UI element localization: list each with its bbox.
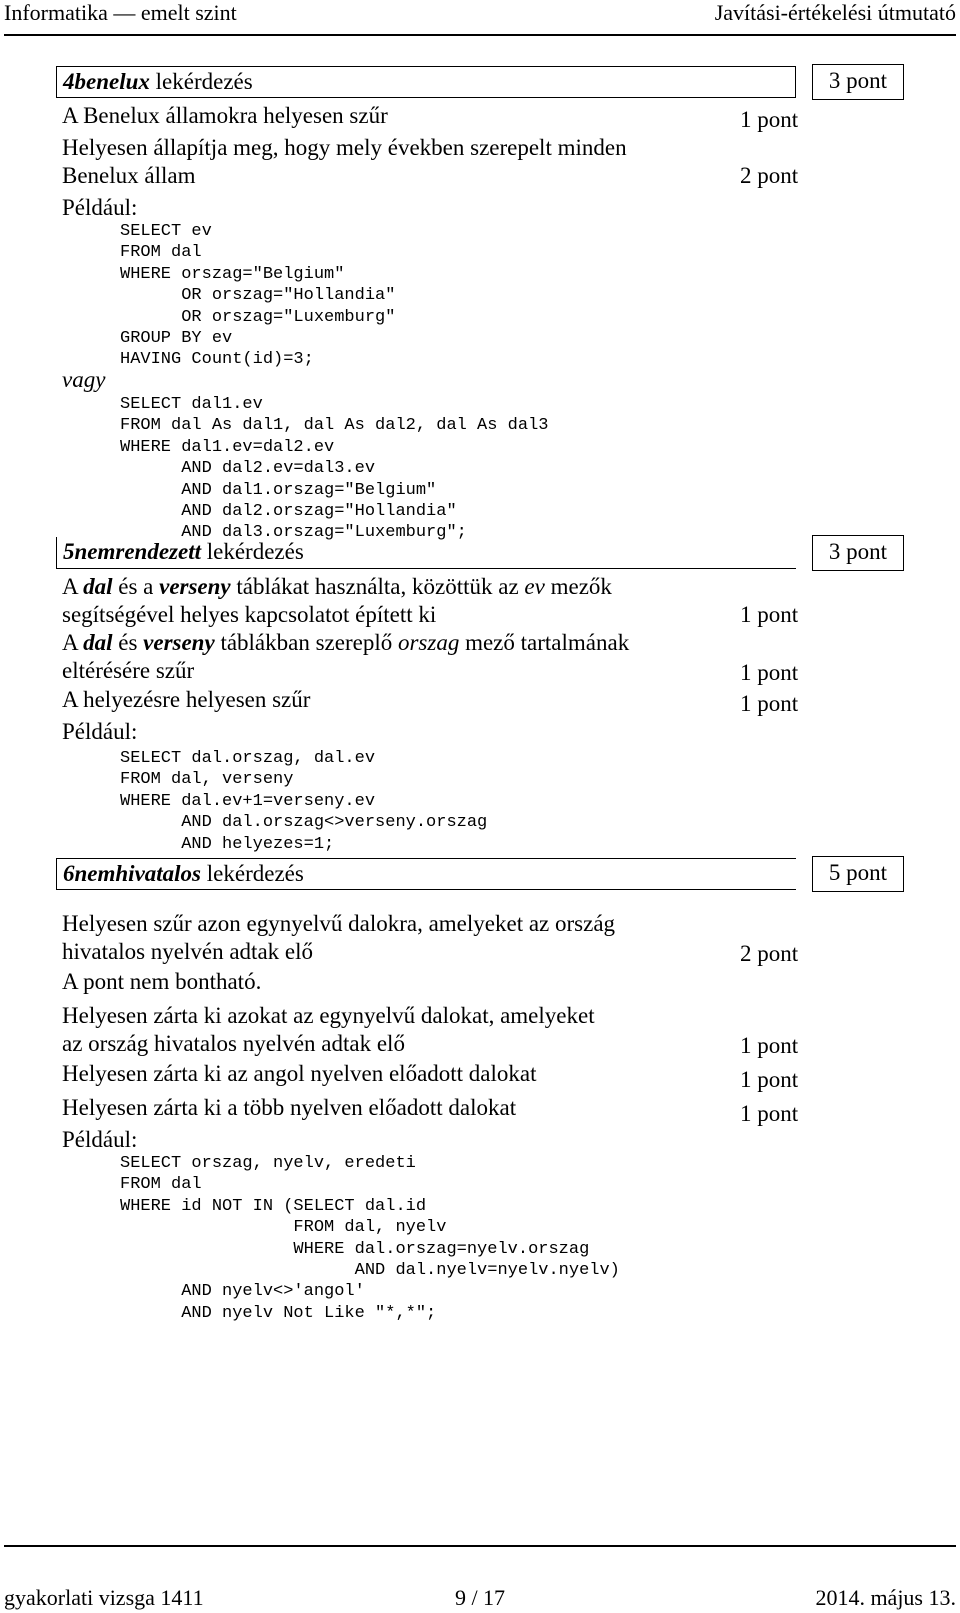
footer-rule: [4, 1545, 956, 1547]
section-4-title-box: [56, 66, 796, 98]
s5-criterion-2-points: 1 pont: [740, 660, 799, 685]
s4-code-2: SELECT dal1.ev FROM dal As dal1, dal As dal2, dal As dal3 WHERE dal1.ev=dal2.ev AND dal2.ev=dal3.ev AND dal1.orszag="Belgium" AND dal2.orszag="Hollandia" AND dal3.orszag="Luxemburg";: [120, 395, 549, 543]
s6-criterion-3-points: 1 pont: [740, 1067, 799, 1092]
s6-criterion-1-note: A pont nem bontható.: [62, 969, 262, 994]
header-rule: [4, 34, 956, 36]
footer-left: gyakorlati vizsga 1411: [4, 1585, 204, 1610]
s4-example-label: Például:: [62, 195, 138, 220]
s4-criterion-2-points: 2 pont: [740, 163, 799, 188]
header-right: Javítási-értékelési útmutató: [714, 0, 956, 25]
s4-criterion-2-line2: Benelux állam: [62, 163, 196, 188]
s6-criterion-4: Helyesen zárta ki a több nyelven előadott dalokat: [62, 1095, 517, 1120]
s5-criterion-2-line2: eltérésére szűr: [62, 658, 195, 683]
s6-criterion-2-line2: az ország hivatalos nyelvén adtak elő: [62, 1031, 405, 1056]
s6-criterion-3: Helyesen zárta ki az angol nyelven előadott dalokat: [62, 1061, 537, 1086]
section-5-title-box: [56, 537, 796, 569]
section-6-name: 6nemhivatalos: [63, 861, 202, 886]
s6-criterion-1-points: 2 pont: [740, 941, 799, 966]
footer-page-number: 9 / 17: [454, 1585, 506, 1610]
section-5-suffix: lekérdezés: [201, 539, 304, 564]
s5-criterion-1-points: 1 pont: [740, 602, 799, 627]
s6-criterion-1-line2: hivatalos nyelvén adtak elő: [62, 939, 314, 964]
s4-criterion-1: A Benelux államokra helyesen szűr: [62, 103, 388, 128]
s5-criterion-3-points: 1 pont: [740, 691, 799, 716]
s6-criterion-2-line1: Helyesen zárta ki azokat az egynyelvű dalokat, amelyeket: [62, 1003, 595, 1028]
section-5-points: 3 pont: [812, 535, 904, 571]
s5-example-label: Például:: [62, 719, 138, 744]
s4-criterion-1-points: 1 pont: [740, 107, 799, 132]
s4-or-label: vagy: [62, 367, 106, 392]
s6-code: SELECT orszag, nyelv, eredeti FROM dal WHERE id NOT IN (SELECT dal.id FROM dal, nyelv WHERE dal.orszag=nyelv.orszag AND dal.nyelv=nyelv.nyelv) AND nyelv<>'angol' AND nyelv Not Like "*,*";: [120, 1154, 620, 1323]
s5-criterion-2-line1: A dal és verseny táblákban szereplő orszag mező tartalmának: [62, 630, 630, 655]
s4-code-1: SELECT ev FROM dal WHERE orszag="Belgium" OR orszag="Hollandia" OR orszag="Luxemburg" GROUP BY ev HAVING Count(id)=3;: [120, 222, 396, 370]
section-6-points: 5 pont: [812, 856, 904, 892]
section-4-points: 3 pont: [812, 64, 904, 100]
s5-code: SELECT dal.orszag, dal.ev FROM dal, verseny WHERE dal.ev+1=verseny.ev AND dal.orszag<>verseny.orszag AND helyezes=1;: [120, 749, 488, 854]
s4-criterion-2-line1: Helyesen állapítja meg, hogy mely években szerepelt minden: [62, 135, 627, 160]
s5-criterion-3: A helyezésre helyesen szűr: [62, 687, 311, 712]
section-5-name: 5nemrendezett: [63, 539, 201, 564]
s6-criterion-2-points: 1 pont: [740, 1033, 799, 1058]
s5-criterion-1-line2: segítségével helyes kapcsolatot épített ki: [62, 602, 437, 627]
s5-criterion-1-line1: A dal és a verseny táblákat használta, közöttük az ev mezők: [62, 574, 612, 599]
section-6-title-box: [56, 858, 796, 890]
s6-criterion-1-line1: Helyesen szűr azon egynyelvű dalokra, amelyeket az ország: [62, 911, 616, 936]
header-left: Informatika — emelt szint: [4, 0, 237, 25]
section-4-name: 4benelux: [63, 69, 150, 94]
section-4-suffix: lekérdezés: [149, 69, 253, 94]
s6-criterion-4-points: 1 pont: [740, 1101, 799, 1126]
footer-right: 2014. május 13.: [815, 1585, 956, 1610]
section-6-suffix: lekérdezés: [201, 861, 304, 886]
s6-example-label: Például:: [62, 1127, 138, 1152]
